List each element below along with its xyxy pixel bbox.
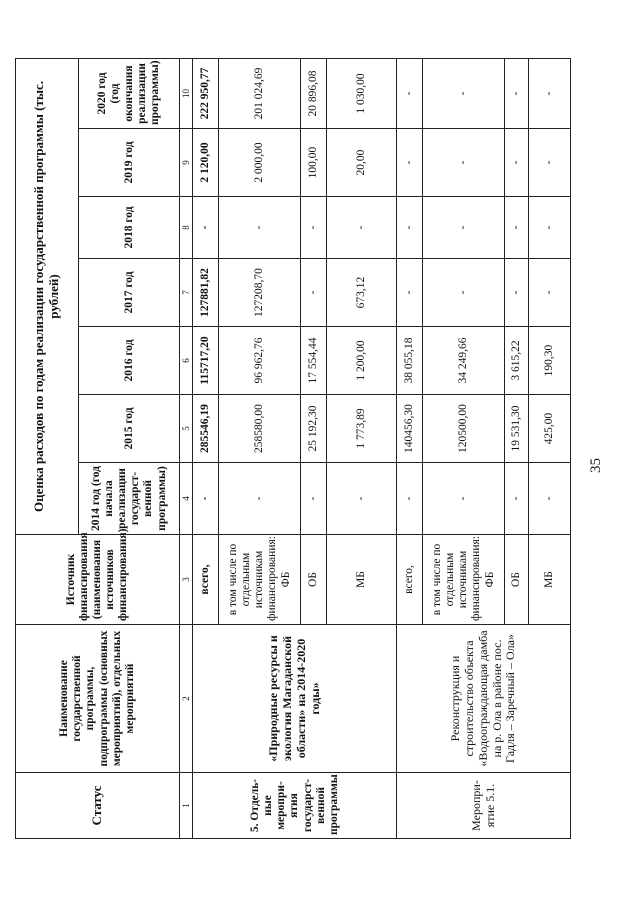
value-cell: 2 120,00 xyxy=(193,129,219,197)
value-cell: 1 200,00 xyxy=(327,327,397,395)
col-number: 4 xyxy=(180,463,193,535)
section5-name: «Природные ресурсы и экология Магаданской области» на 2014-2020 годы» xyxy=(193,625,397,773)
value-cell: 190,30 xyxy=(528,327,570,395)
value-cell: - xyxy=(528,129,570,197)
value-cell: - xyxy=(505,59,528,129)
value-cell: 285546,19 xyxy=(193,395,219,463)
value-cell: 1 030,00 xyxy=(327,59,397,129)
header-source: Источник финансирования (наименования источников финансирования) xyxy=(16,535,180,625)
page-number: 35 xyxy=(588,458,604,473)
col-number: 1 xyxy=(180,773,193,839)
source-cell: в том числе по отдельным источникам финансирования: ФБ xyxy=(423,535,505,625)
value-cell: 2 000,00 xyxy=(219,129,301,197)
value-cell: 38 055,18 xyxy=(397,327,423,395)
value-cell: - xyxy=(397,463,423,535)
header-status: Статус xyxy=(16,773,180,839)
value-cell: - xyxy=(528,59,570,129)
col-number: 2 xyxy=(180,625,193,773)
value-cell: - xyxy=(327,197,397,259)
value-cell: 34 249,66 xyxy=(423,327,505,395)
value-cell: - xyxy=(397,259,423,327)
value-cell: - xyxy=(423,197,505,259)
source-cell: МБ xyxy=(528,535,570,625)
value-cell: 127881,82 xyxy=(193,259,219,327)
value-cell: 201 024,69 xyxy=(219,59,301,129)
source-cell: в том числе по отдельным источникам финансирования: ФБ xyxy=(219,535,301,625)
value-cell: 115717,20 xyxy=(193,327,219,395)
source-cell: всего, xyxy=(397,535,423,625)
value-cell: - xyxy=(219,197,301,259)
value-cell: - xyxy=(193,197,219,259)
section5-status: 5. Отдель-ные меропри-ятия государст-венной программы xyxy=(193,773,397,839)
value-cell: - xyxy=(423,463,505,535)
header-2014: 2014 год (год начала реализации государст-венной программы) xyxy=(79,463,180,535)
value-cell: 19 531,30 xyxy=(505,395,528,463)
value-cell: 120500,00 xyxy=(423,395,505,463)
value-cell: 3 615,22 xyxy=(505,327,528,395)
value-cell: - xyxy=(327,463,397,535)
value-cell: - xyxy=(423,59,505,129)
header-2019: 2019 год xyxy=(79,129,180,197)
budget-table xyxy=(15,58,571,839)
header-2016: 2016 год xyxy=(79,327,180,395)
value-cell: 17 554,44 xyxy=(301,327,327,395)
value-cell: - xyxy=(528,463,570,535)
header-2015: 2015 год xyxy=(79,395,180,463)
source-cell: ОБ xyxy=(301,535,327,625)
col-number: 7 xyxy=(180,259,193,327)
value-cell: 25 192,30 xyxy=(301,395,327,463)
header-2018: 2018 год xyxy=(79,197,180,259)
value-cell: - xyxy=(528,259,570,327)
value-cell: - xyxy=(397,129,423,197)
header-2017: 2017 год xyxy=(79,259,180,327)
value-cell: - xyxy=(423,129,505,197)
value-cell: 425,00 xyxy=(528,395,570,463)
value-cell: - xyxy=(301,197,327,259)
source-cell: всего, xyxy=(193,535,219,625)
value-cell: - xyxy=(219,463,301,535)
col-number: 3 xyxy=(180,535,193,625)
value-cell: - xyxy=(397,59,423,129)
value-cell: 127208,70 xyxy=(219,259,301,327)
value-cell: - xyxy=(193,463,219,535)
value-cell: 140456,30 xyxy=(397,395,423,463)
col-number: 6 xyxy=(180,327,193,395)
value-cell: - xyxy=(505,463,528,535)
value-cell: - xyxy=(301,259,327,327)
col-number: 8 xyxy=(180,197,193,259)
value-cell: 258580,00 xyxy=(219,395,301,463)
value-cell: - xyxy=(505,129,528,197)
value-cell: 673,12 xyxy=(327,259,397,327)
measure51-name: Реконструкция и строительство объекта «Водоограждающая дамба на р. Ола в районе пос. Гадля – Заречный – Ола» xyxy=(397,625,571,773)
header-name: Наименование государственной программы, подпрограммы (основных мероприятий), отдельных мероприятий xyxy=(16,625,180,773)
source-cell: ОБ xyxy=(505,535,528,625)
header-2020: 2020 год (год окончания реализации программы) xyxy=(79,59,180,129)
value-cell: 20 896,08 xyxy=(301,59,327,129)
value-cell: - xyxy=(423,259,505,327)
value-cell: 222 950,77 xyxy=(193,59,219,129)
value-cell: - xyxy=(505,197,528,259)
col-number: 10 xyxy=(180,59,193,129)
measure51-status: Меропри-ятие 5.1. xyxy=(397,773,571,839)
value-cell: - xyxy=(397,197,423,259)
value-cell: 100,00 xyxy=(301,129,327,197)
source-cell: МБ xyxy=(327,535,397,625)
col-number: 5 xyxy=(180,395,193,463)
value-cell: 20,00 xyxy=(327,129,397,197)
value-cell: - xyxy=(528,197,570,259)
value-cell: 1 773,89 xyxy=(327,395,397,463)
header-estimate: Оценка расходов по годам реализации государственной программы (тыс. рублей) xyxy=(16,59,79,535)
col-number: 9 xyxy=(180,129,193,197)
value-cell: - xyxy=(301,463,327,535)
value-cell: 96 962,76 xyxy=(219,327,301,395)
value-cell: - xyxy=(505,259,528,327)
